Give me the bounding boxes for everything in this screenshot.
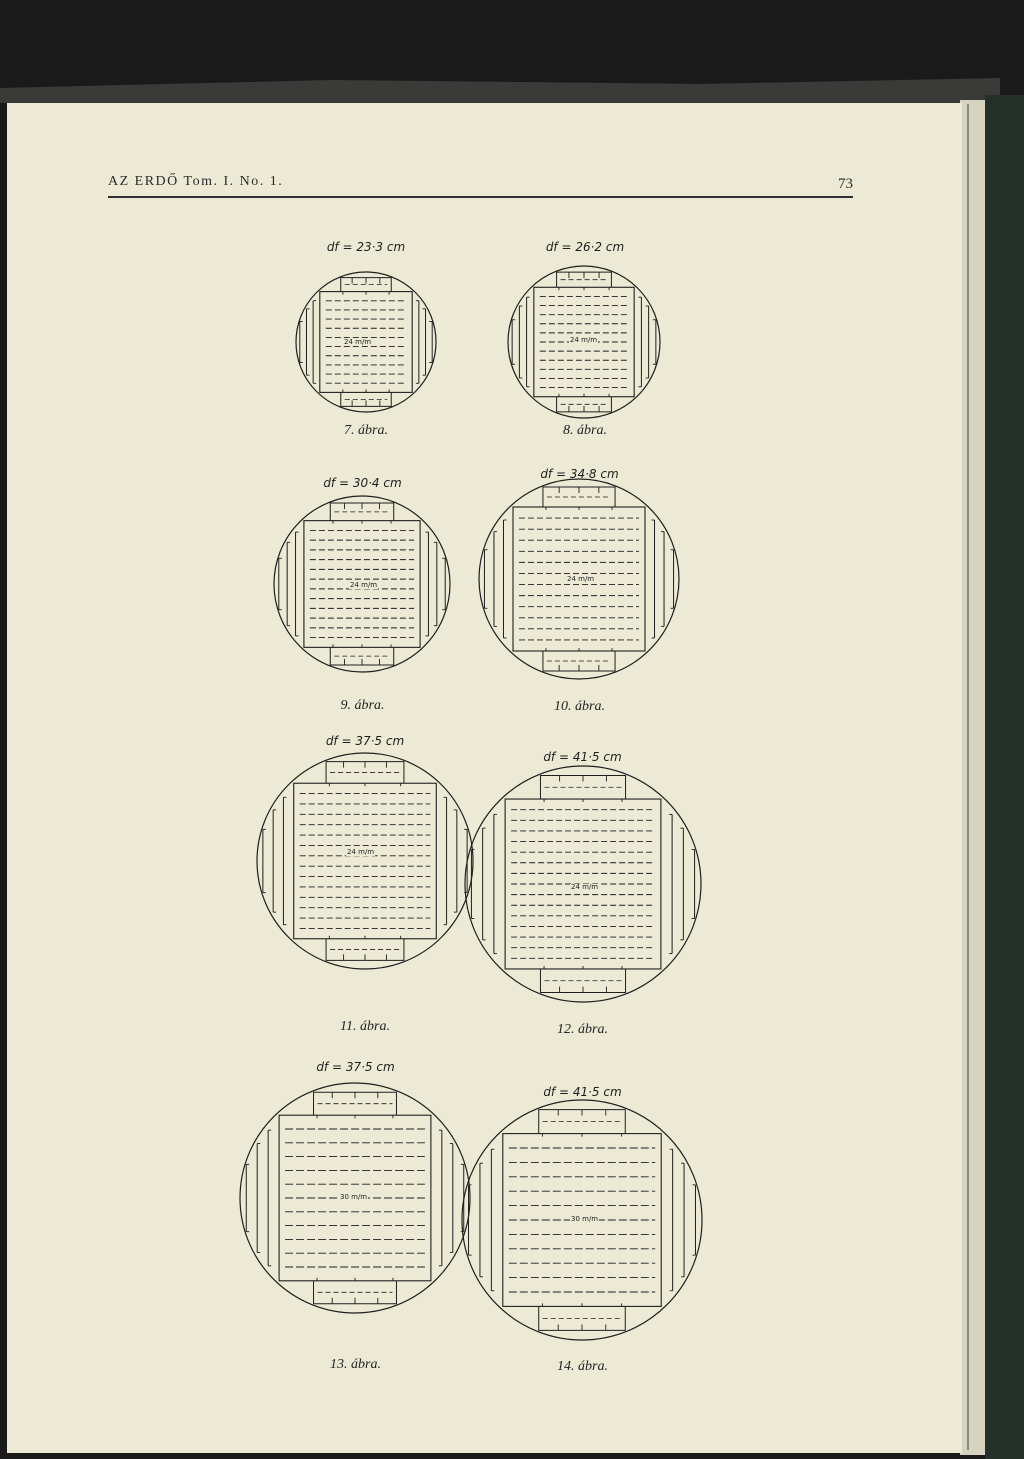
figure-caption: 7. ábra. (344, 423, 388, 438)
figure-caption: 9. ábra. (340, 698, 385, 713)
figure-8 (500, 240, 670, 445)
figure-caption: 10. ábra. (554, 699, 605, 714)
log-cross-section-diagram (472, 465, 687, 720)
figure-9 (265, 470, 460, 720)
figure-14 (460, 1085, 705, 1385)
figure-13 (238, 1060, 473, 1380)
figure-10 (472, 465, 687, 720)
page-header (108, 174, 853, 200)
log-cross-section-diagram (255, 732, 475, 1042)
diameter-label: df = 37·5 cm (316, 1060, 395, 1074)
figure-12 (465, 750, 700, 1045)
page-number: 73 (838, 176, 853, 192)
log-cross-section-diagram (238, 1060, 473, 1380)
board-width-label: 24 m/m (347, 848, 375, 856)
figure-caption: 11. ábra. (340, 1019, 390, 1034)
diameter-label: df = 34·8 cm (540, 467, 619, 481)
figure-caption: 8. ábra. (563, 423, 607, 438)
figure-7 (286, 240, 446, 445)
header-rule (108, 196, 853, 198)
board-width-label: 24 m/m (571, 883, 599, 891)
diameter-label: df = 23·3 cm (326, 240, 406, 254)
figure-caption: 14. ábra. (557, 1359, 608, 1374)
log-cross-section-diagram (465, 750, 700, 1045)
board-width-label: 24 m/m (567, 575, 595, 583)
center-cant (294, 783, 437, 939)
board-width-label: 24 m/m (350, 581, 378, 589)
diameter-label: df = 37·5 cm (325, 734, 405, 748)
figure-caption: 13. ábra. (330, 1357, 381, 1372)
diameter-label: df = 41·5 cm (543, 750, 622, 764)
figure-11 (255, 732, 475, 1042)
board-width-label: 24 m/m (344, 338, 372, 346)
log-cross-section-diagram (460, 1085, 705, 1385)
figure-caption: 12. ábra. (557, 1022, 608, 1037)
diameter-label: df = 41·5 cm (543, 1085, 622, 1099)
journal-title: AZ ERDŐ Tom. I. No. 1. (108, 174, 284, 189)
diameter-label: df = 26·2 cm (545, 240, 625, 254)
diameter-label: df = 30·4 cm (323, 476, 402, 490)
board-width-label: 30 m/m (571, 1215, 599, 1223)
board-width-label: 24 m/m (570, 336, 598, 344)
board-width-label: 30 m/m (340, 1193, 368, 1201)
log-cross-section-diagram (265, 470, 460, 720)
